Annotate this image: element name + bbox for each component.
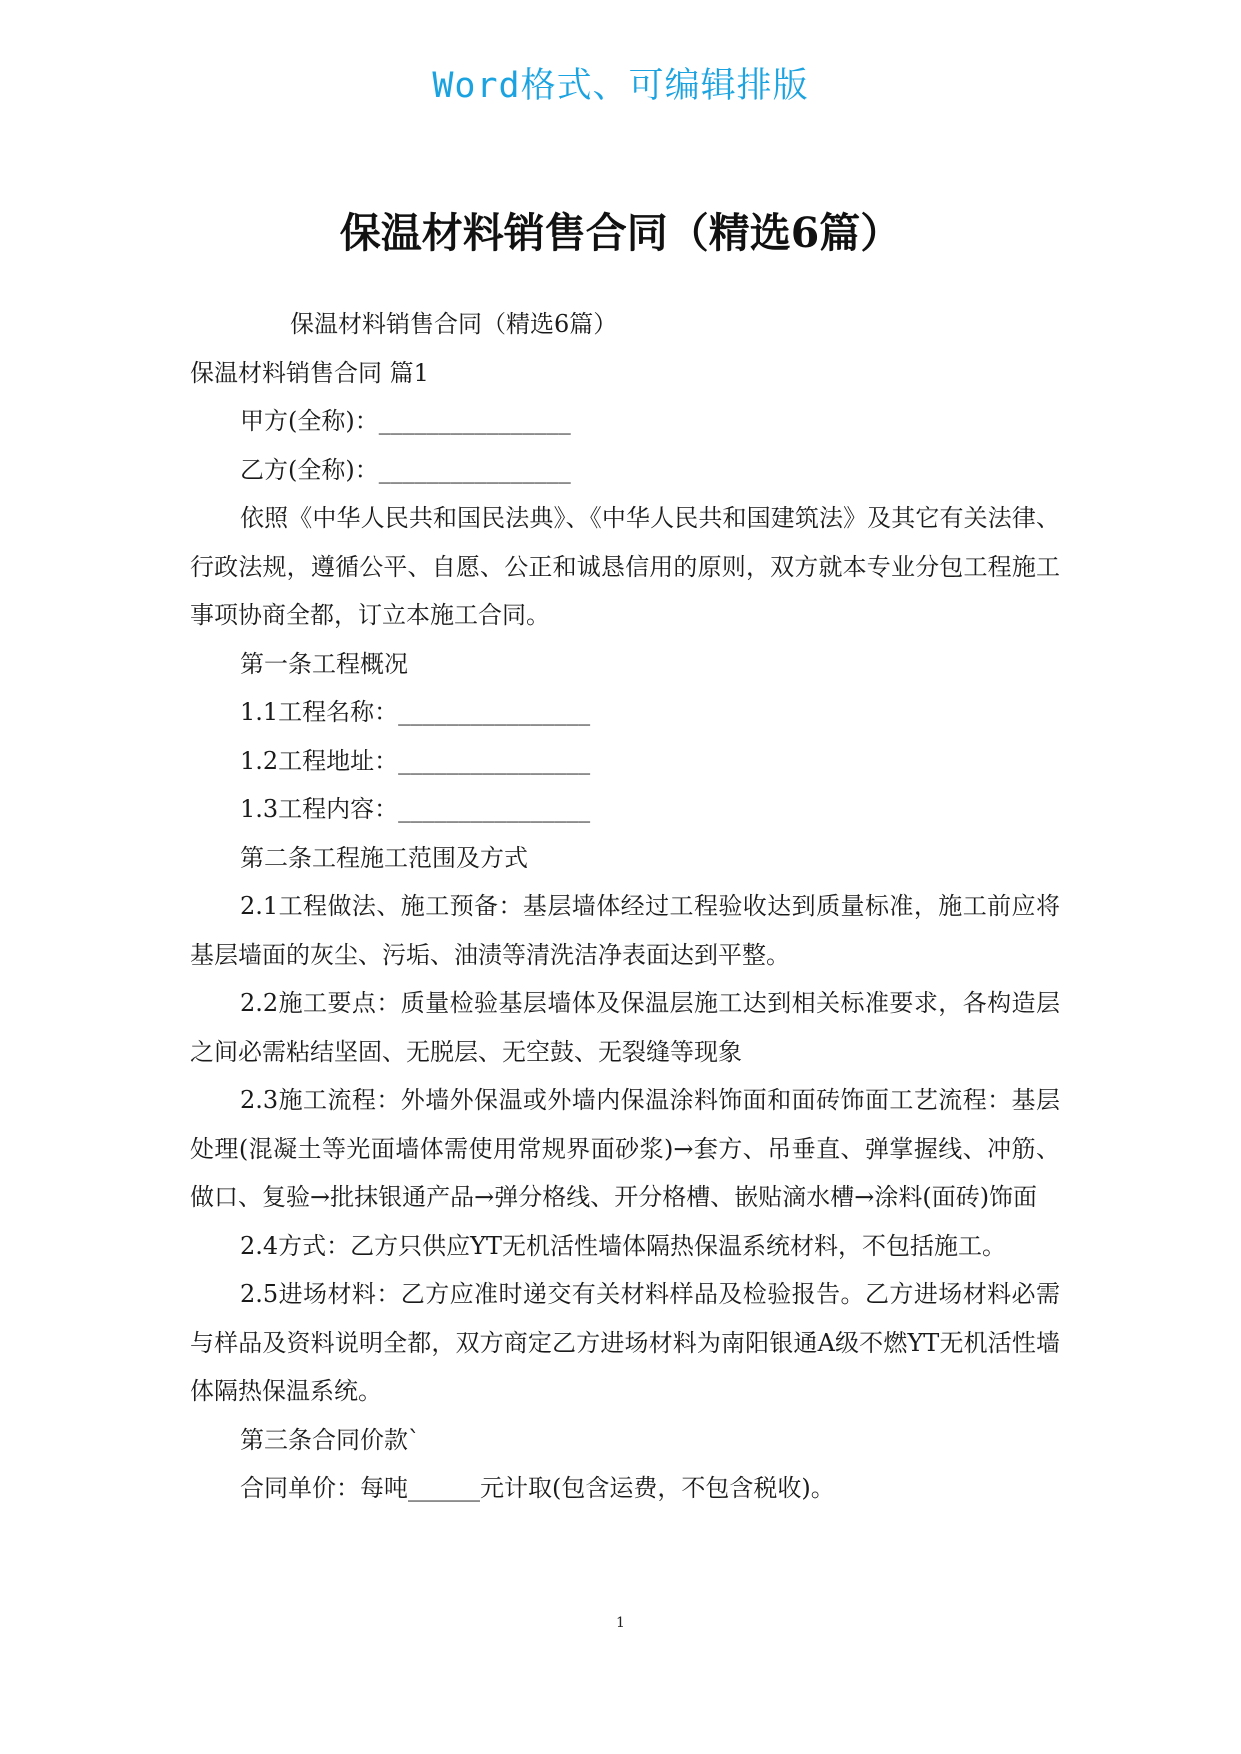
article-1-title: 第一条工程概况 xyxy=(240,649,408,678)
document-title: 保温材料销售合同（精选6篇） xyxy=(339,209,902,257)
unit-price-line: 合同单价：每吨______元计取(包含运费，不包含税收)。 xyxy=(240,1474,835,1502)
item-1-3: 1.3工程内容：________________ xyxy=(240,795,591,823)
item-2-3: 2.3施工流程：外墙外保温或外墙内保温涂料饰面和面砖饰面工艺流程：基层处理(混凝土等光面墙体需使用常规界面砂浆)→套方、吊垂直、弹掌握线、冲筋、做口、复验→批抹银通产品→弹分格线、开分格槽、嵌贴滴水槽→涂料(面砖)饰面 xyxy=(190,1086,1060,1211)
item-1-1: 1.1工程名称：________________ xyxy=(240,698,591,726)
item-1-2: 1.2工程地址：________________ xyxy=(240,746,591,775)
intro-paragraph: 依照《中华人民共和国民法典》、《中华人民共和国建筑法》及其它有关法律、行政法规，遵循公平、自愿、公正和诚恳信用的原则，双方就本专业分包工程施工事项协商全都，订立本施工合同。 xyxy=(190,504,1060,629)
item-2-1: 2.1工程做法、施工预备：基层墙体经过工程验收达到质量标准，施工前应将基层墙面的灰尘、污垢、油渍等清洗洁净表面达到平整。 xyxy=(190,892,1060,969)
party-a-line: 甲方(全称)：________________ xyxy=(240,407,571,435)
document-body xyxy=(190,300,1060,1513)
document-subtitle: 保温材料销售合同（精选6篇） xyxy=(290,310,618,338)
item-2-5: 2.5进场材料：乙方应准时递交有关材料样品及检验报告。乙方进场材料必需与样品及资料说明全都，双方商定乙方进场材料为南阳银通A级不燃YT无机活性墙体隔热保温系统。 xyxy=(190,1280,1060,1405)
section-heading: 保温材料销售合同 篇1 xyxy=(190,358,429,387)
party-b-line: 乙方(全称)：________________ xyxy=(240,455,571,484)
watermark-header: Word格式、可编辑排版 xyxy=(432,66,809,106)
article-2-title: 第二条工程施工范围及方式 xyxy=(240,843,528,872)
item-2-2: 2.2施工要点：质量检验基层墙体及保温层施工达到相关标准要求，各构造层之间必需粘结坚固、无脱层、无空鼓、无裂缝等现象 xyxy=(190,989,1060,1066)
article-3-title: 第三条合同价款` xyxy=(240,1425,420,1454)
item-2-4: 2.4方式：乙方只供应YT无机活性墙体隔热保温系统材料，不包括施工。 xyxy=(240,1231,1007,1260)
page-number: 1 xyxy=(616,1615,625,1631)
